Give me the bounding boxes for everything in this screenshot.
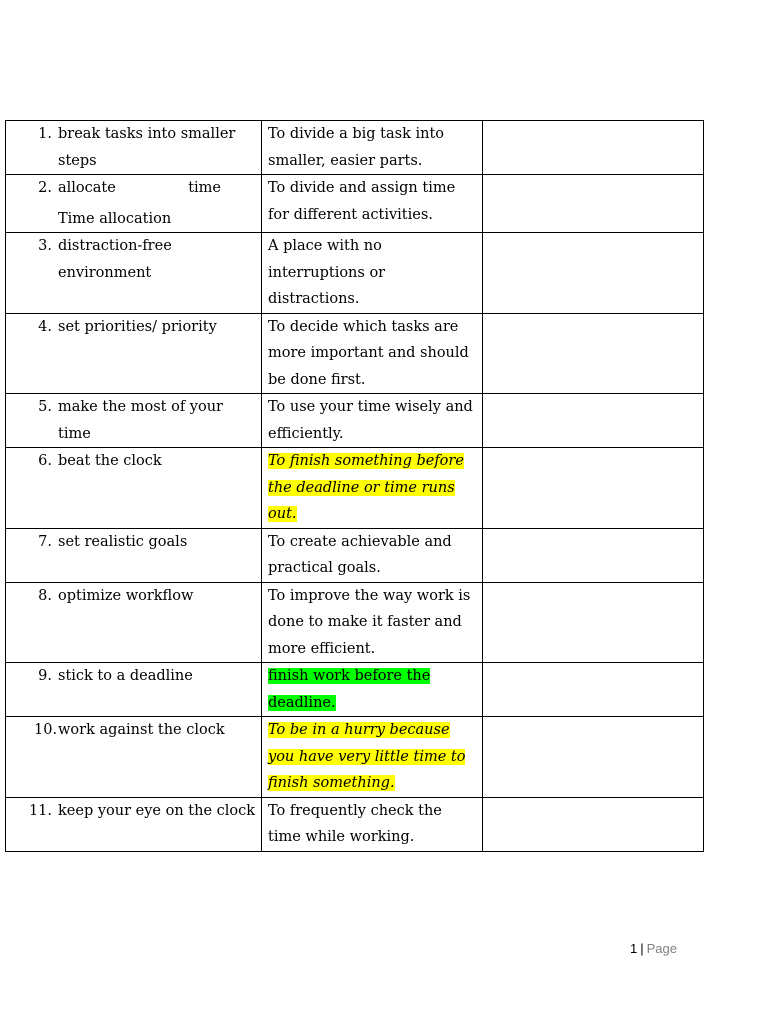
note-cell [483, 448, 704, 529]
item-number: 11. [28, 802, 52, 819]
definition-cell [262, 663, 483, 717]
page-separator: | [640, 941, 644, 956]
term-cell [6, 797, 262, 851]
term-text: set priorities/ priority [58, 318, 217, 335]
definition-text: To decide which tasks are more important and should be done first. [268, 318, 469, 388]
term-cell [6, 394, 262, 448]
term-text: make the most of your time [58, 399, 223, 442]
item-number: 9. [38, 668, 52, 684]
definition-text: A place with no interruptions or distractions. [268, 238, 386, 307]
page-label: Page [646, 941, 677, 956]
note-cell [483, 233, 704, 314]
definition-cell [262, 313, 483, 394]
note-cell [483, 394, 704, 448]
table-row [6, 233, 704, 314]
definition-text: To frequently check the time while working. [268, 802, 442, 845]
definition-cell [262, 121, 483, 175]
definition-cell [262, 717, 483, 798]
definition-text: To improve the way work is done to make it faster and more efficient. [268, 587, 471, 657]
table-row [6, 582, 704, 663]
item-number: 10. [34, 722, 58, 738]
table-row [6, 313, 704, 394]
definition-text: To use your time wisely and efficiently. [268, 399, 473, 442]
term-text: optimize workflow [58, 587, 194, 604]
term-cell [6, 121, 262, 175]
note-cell [483, 797, 704, 851]
note-cell [483, 528, 704, 582]
term-text: allocate [58, 180, 116, 196]
definition-cell [262, 582, 483, 663]
note-cell [483, 175, 704, 233]
table-row [6, 797, 704, 851]
term-subtext: Time allocation [58, 210, 172, 227]
table-row [6, 448, 704, 529]
note-cell [483, 582, 704, 663]
term-text: beat the clock [58, 453, 162, 469]
term-text: distraction-free environment [58, 238, 172, 281]
table-row [6, 121, 704, 175]
definition-cell [262, 448, 483, 529]
term-cell [6, 448, 262, 529]
item-number: 3. [38, 238, 52, 254]
table-row [6, 717, 704, 798]
vocabulary-table [5, 120, 704, 852]
item-number: 2. [38, 180, 52, 196]
item-number: 5. [38, 399, 52, 415]
term-cell [6, 582, 262, 663]
definition-text-highlighted: To be in a hurry because you have very little time to finish something. [268, 722, 466, 791]
item-number: 8. [38, 587, 52, 604]
term-cell [6, 717, 262, 798]
table-row [6, 528, 704, 582]
term-cell [6, 175, 262, 233]
note-cell [483, 313, 704, 394]
item-number: 6. [38, 453, 52, 469]
definition-text: To divide a big task into smaller, easier parts. [268, 126, 445, 169]
table-row [6, 663, 704, 717]
definition-cell [262, 394, 483, 448]
table-row [6, 175, 704, 233]
term-cell [6, 313, 262, 394]
term-cell [6, 528, 262, 582]
term-text: break tasks into smaller steps [58, 126, 236, 169]
term-cell [6, 233, 262, 314]
term-text: keep your eye on the clock [58, 802, 256, 819]
item-number: 7. [38, 533, 52, 550]
definition-cell [262, 797, 483, 851]
note-cell [483, 663, 704, 717]
note-cell [483, 121, 704, 175]
definition-text-highlighted: To finish something before the deadline or time runs out. [268, 453, 464, 522]
definition-text: To create achievable and practical goals. [268, 533, 452, 576]
definition-text: To divide and assign time for different activities. [268, 180, 456, 223]
note-cell [483, 717, 704, 798]
definition-cell [262, 175, 483, 233]
definition-cell [262, 528, 483, 582]
term-text: set realistic goals [58, 533, 188, 550]
term-text: stick to a deadline [58, 668, 193, 684]
term-text: work against the clock [58, 722, 225, 738]
table-row [6, 394, 704, 448]
definition-cell [262, 233, 483, 314]
definition-text-highlighted: finish work before the deadline. [268, 668, 431, 711]
term-cell [6, 663, 262, 717]
item-number: 1. [38, 126, 52, 142]
item-number: 4. [38, 318, 52, 335]
page-footer [630, 941, 677, 956]
page-number: 1 [630, 941, 638, 956]
term-text: time [188, 180, 221, 196]
